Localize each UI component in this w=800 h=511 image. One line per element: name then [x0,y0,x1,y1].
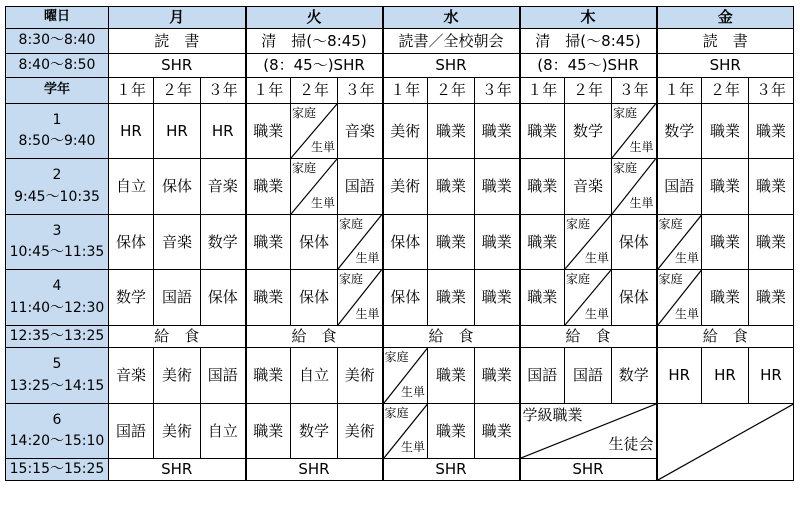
shr-cell: SHR [520,459,657,481]
shr-cell: SHR [109,54,246,78]
class-cell: 職業 [475,270,520,326]
class-cell: 数学 [201,215,246,270]
class-cell: 美術 [154,404,201,459]
class-cell: 職業 [520,270,565,326]
shr-cell: SHR [246,459,383,481]
class-cell: 職業 [428,215,475,270]
class-cell: 国語 [565,348,612,404]
class-cell: 職業 [428,104,475,159]
period-slot [6,104,109,159]
class-cell: 職業 [475,404,520,459]
class-cell: 保体 [612,270,657,326]
split-top-label: 家庭 [566,272,591,286]
time-label: 8:30〜8:40 [6,29,109,54]
split-top-label: 家庭 [658,272,683,286]
class-cell: 数学 [565,104,612,159]
class-cell: 職業 [428,270,475,326]
class-cell: 保体 [291,270,338,326]
class-cell: HR [749,348,794,404]
split-bottom-label: 生単 [584,250,609,265]
class-cell: 国語 [338,159,383,215]
row-0840 [6,54,794,78]
class-cell: HR [702,348,749,404]
class-cell: 音楽 [565,159,612,215]
split-top-label: 家庭 [339,217,364,231]
lunch-cell: 給 食 [520,326,657,348]
lunch-cell: 給 食 [657,326,794,348]
class-cell: 職業 [702,215,749,270]
time-label: 15:15〜15:25 [6,459,109,481]
class-cell: 美術 [383,159,428,215]
period-number: 5 [52,356,62,373]
diagonal-line [658,404,794,480]
class-cell: 職業 [475,159,520,215]
class-cell: 職業 [246,215,291,270]
class-cell: 職業 [749,270,794,326]
split-top-label: 家庭 [613,106,638,120]
grade-row [6,78,794,104]
class-cell: 自立 [291,348,338,404]
class-cell: 職業 [246,270,291,326]
class-split-cell [338,270,383,326]
grade-header: ３年 [612,78,657,104]
class-split-cell [383,348,428,404]
class-cell: 音楽 [154,215,201,270]
period-number: 4 [52,278,62,295]
class-cell: 職業 [520,104,565,159]
period-time: 10:45〜11:35 [9,244,105,260]
grade-header: ２年 [702,78,749,104]
class-cell: 美術 [338,404,383,459]
class-split-cell [291,159,338,215]
class-cell: 美術 [154,348,201,404]
class-cell: 職業 [246,404,291,459]
day-header: 月 [109,7,246,29]
split-top-label: 家庭 [384,406,409,420]
class-split-cell [383,404,428,459]
period-slot [6,270,109,326]
day-header-row [6,7,794,29]
class-cell: 職業 [749,215,794,270]
class-cell: 数学 [612,348,657,404]
class-split-cell [565,270,612,326]
class-cell: 職業 [702,104,749,159]
class-split-cell [612,159,657,215]
period-slot [6,159,109,215]
period-time: 8:50〜9:40 [18,133,96,149]
class-cell: 職業 [428,159,475,215]
period-slot [6,404,109,459]
class-cell: HR [109,104,154,159]
class-cell: 美術 [383,104,428,159]
friday-empty-cell [657,404,794,481]
class-cell: 職業 [475,348,520,404]
class-cell: 職業 [520,215,565,270]
grade-header: ２年 [565,78,612,104]
grade-header: ２年 [428,78,475,104]
class-cell: 保体 [109,215,154,270]
split-bottom-label: 生単 [310,139,335,154]
class-cell: 職業 [749,159,794,215]
class-cell: 保体 [291,215,338,270]
grade-header: １年 [657,78,702,104]
class-cell: 保体 [383,270,428,326]
shr-cell: (8：45〜)SHR [246,54,383,78]
period-slot [6,215,109,270]
class-split-cell [291,104,338,159]
grade-header: ２年 [291,78,338,104]
timetable-wrapper [5,6,794,481]
class-cell: 保体 [383,215,428,270]
class-cell: 音楽 [338,104,383,159]
class-cell: 自立 [109,159,154,215]
split-bottom-label: 生単 [310,195,335,210]
class-cell: 職業 [520,159,565,215]
split-bottom-label: 生単 [584,306,609,321]
class-cell: 美術 [338,348,383,404]
period-slot [6,348,109,404]
class-cell: 数学 [657,104,702,159]
time-label: 8:40〜8:50 [6,54,109,78]
class-cell: 職業 [428,348,475,404]
class-cell: HR [657,348,702,404]
class-split-cell [565,215,612,270]
class-cell: 職業 [749,104,794,159]
class-cell: 職業 [475,104,520,159]
day-header: 金 [657,7,794,29]
time-label: 12:35〜13:25 [6,326,109,348]
class-cell: 数学 [291,404,338,459]
shr-cell: SHR [109,459,246,481]
period-row [6,404,794,459]
grade-header: ３年 [201,78,246,104]
class-cell: 数学 [109,270,154,326]
split-bottom-label: 生単 [674,250,699,265]
grade-header: １年 [383,78,428,104]
period-row [6,270,794,326]
split-bottom-label: 生単 [629,195,654,210]
split-bottom-label: 生単 [355,306,380,321]
class-cell: 職業 [246,348,291,404]
class-cell: 音楽 [201,159,246,215]
shr-cell: SHR [383,54,520,78]
split-top-label: 家庭 [566,217,591,231]
shr-cell: SHR [657,54,794,78]
split-bottom-label: 生単 [400,439,425,454]
period-time: 14:20〜15:10 [9,433,105,449]
shr-cell: (8：45〜)SHR [520,54,657,78]
split-top-label: 学級職業 [522,406,583,424]
grade-header: ３年 [749,78,794,104]
class-cell: 国語 [201,348,246,404]
period-time: 13:25〜14:15 [9,377,105,394]
class-cell: 自立 [201,404,246,459]
thursday-split-cell [520,404,657,459]
period-number: 3 [52,222,62,239]
class-cell: HR [154,104,201,159]
split-bottom-label: 生単 [674,306,699,321]
row-0830 [6,29,794,54]
split-top-label: 家庭 [292,161,317,175]
day-header: 木 [520,7,657,29]
split-bottom-label: 生単 [400,384,425,399]
class-cell: 職業 [246,104,291,159]
split-bottom-label: 生単 [629,139,654,154]
class-cell: 国語 [520,348,565,404]
morning-activity: 読 書 [657,29,794,54]
period-number: 6 [52,411,62,428]
class-cell: HR [201,104,246,159]
class-cell: 国語 [154,270,201,326]
period-number: 2 [52,167,62,184]
class-cell: 職業 [246,159,291,215]
period-time: 11:40〜12:30 [9,299,105,316]
period-row [6,215,794,270]
split-top-label: 家庭 [613,161,638,175]
lunch-cell: 給 食 [246,326,383,348]
class-cell: 保体 [612,215,657,270]
diagonal-divider [658,404,794,480]
lunch-row [6,326,794,348]
split-top-label: 家庭 [292,106,317,120]
grade-header: ３年 [338,78,383,104]
shr-cell: SHR [383,459,520,481]
grade-header: ２年 [154,78,201,104]
period-row [6,348,794,404]
class-split-cell [338,215,383,270]
morning-activity: 読 書 [109,29,246,54]
day-header: 火 [246,7,383,29]
class-cell: 職業 [702,159,749,215]
period-row [6,104,794,159]
morning-activity: 清 掃(〜8:45) [246,29,383,54]
lunch-cell: 給 食 [383,326,520,348]
split-top-label: 家庭 [339,272,364,286]
grade-header: ３年 [475,78,520,104]
class-cell: 保体 [154,159,201,215]
class-split-cell [657,215,702,270]
class-cell: 保体 [201,270,246,326]
split-top-label: 家庭 [658,217,683,231]
morning-activity: 読書／全校朝会 [383,29,520,54]
morning-activity: 清 掃(〜8:45) [520,29,657,54]
split-bottom-label: 生徒会 [608,434,654,453]
class-cell: 職業 [428,404,475,459]
grade-header: １年 [246,78,291,104]
class-split-cell [657,270,702,326]
class-split-cell [612,104,657,159]
timetable [5,6,794,481]
grade-header: １年 [109,78,154,104]
split-top-label: 家庭 [384,350,409,364]
period-number: 1 [52,111,62,128]
class-cell: 国語 [109,404,154,459]
grade-label: 学年 [6,78,109,104]
class-cell: 職業 [702,270,749,326]
day-header: 水 [383,7,520,29]
lunch-cell: 給 食 [109,326,246,348]
period-row [6,159,794,215]
class-cell: 国語 [657,159,702,215]
youbi-label: 曜日 [6,7,109,29]
class-cell: 音楽 [109,348,154,404]
split-bottom-label: 生単 [355,250,380,265]
class-cell: 職業 [475,215,520,270]
grade-header: １年 [520,78,565,104]
period-time: 9:45〜10:35 [14,188,100,205]
